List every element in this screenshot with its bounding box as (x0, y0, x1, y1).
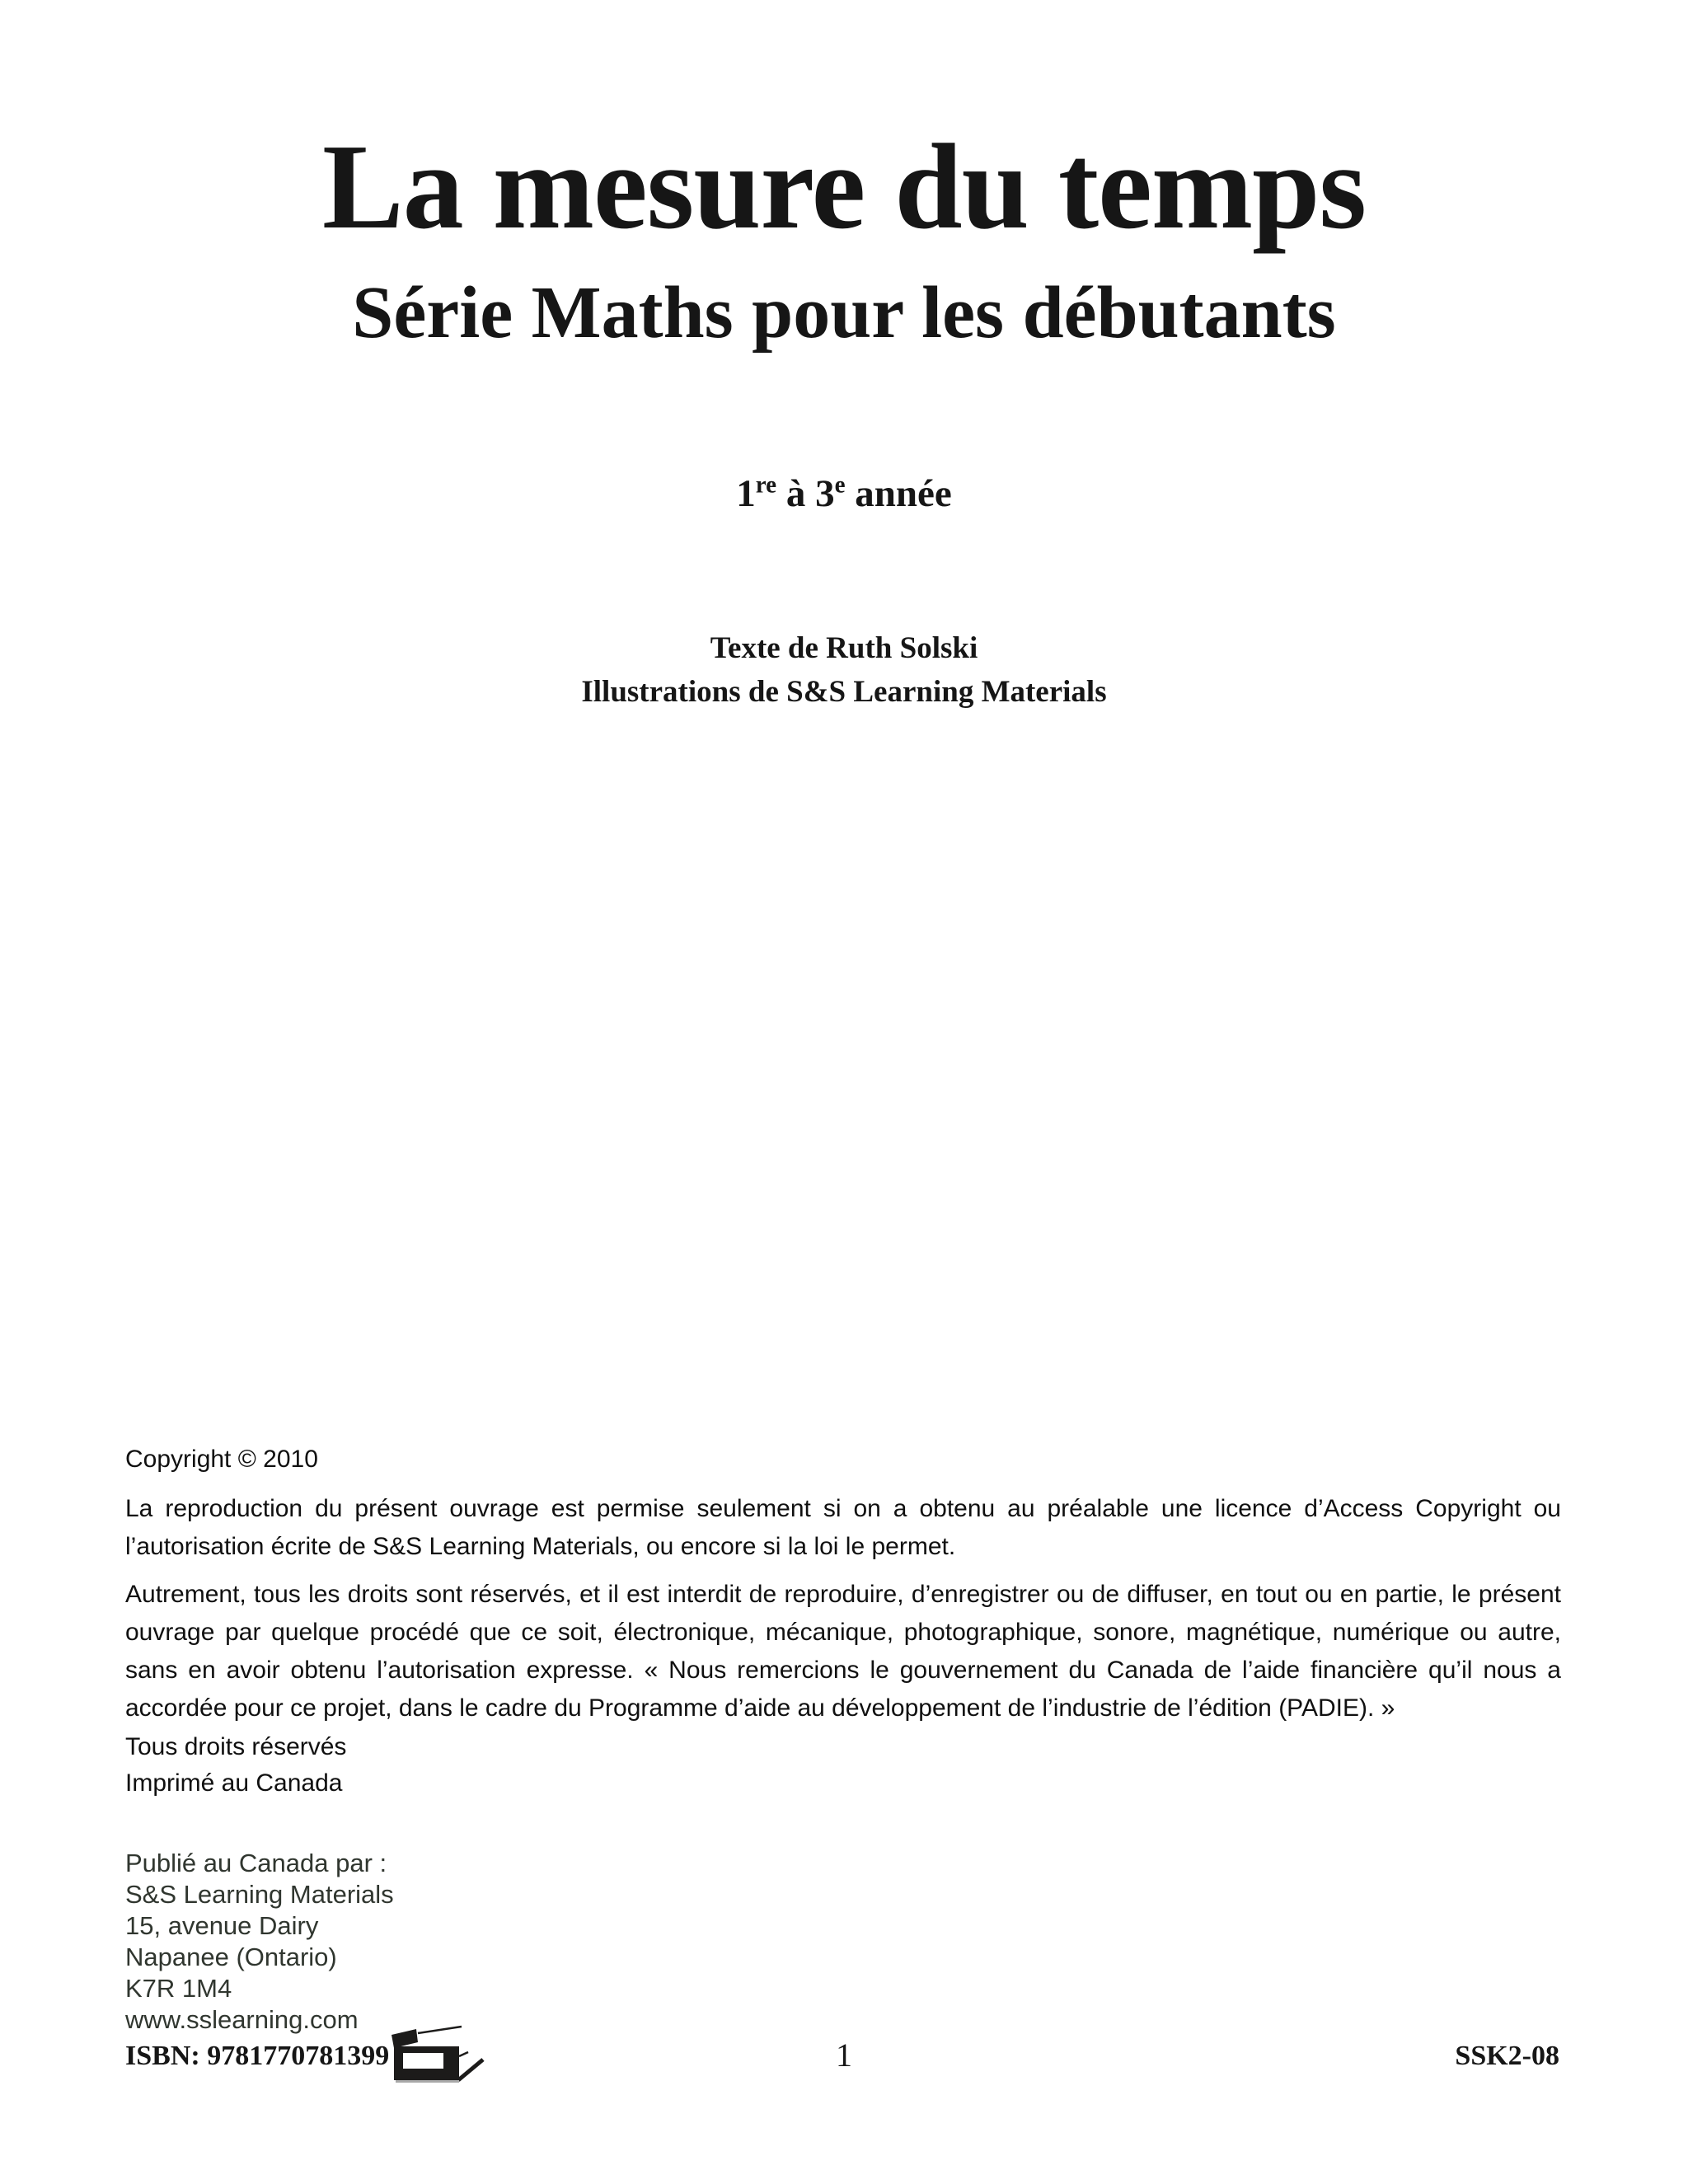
title-block (0, 120, 1688, 354)
publisher-name-line: S&S Learning Materials (125, 1880, 394, 1909)
series-subtitle: Série Maths pour les débutants (352, 272, 1336, 354)
rights-paragraph: Autrement, tous les droits sont réservés, et il est interdit de reproduire, d’enregistrer ou de diffuser, en tout ou en partie, le présent ouvrage par quelque procédé que ce soit, électronique, mécanique, photographique, sonore, magnétique, numérique ou autre, sans en avoir obtenu l’autorisation expresse. « Nous remercions le gouvernement du Canada de l’aide financière qu’il nous a accordée pour ce projet, dans le cadre du Programme d’aide au développement de l’industrie de l’édition (PADIE). » (125, 1581, 1561, 1722)
publisher-city-line: Napanee (Ontario) (125, 1943, 337, 1971)
grade-base2: à 3 (776, 472, 835, 515)
credits-block (0, 626, 1688, 714)
publisher-postal-line: K7R 1M4 (125, 1974, 232, 2003)
author-credit: Texte de Ruth Solski (710, 631, 978, 665)
isbn-label: ISBN: 9781770781399 (125, 2041, 390, 2071)
grade-range (0, 471, 1688, 516)
grade-sup1: re (755, 471, 777, 499)
grade-base1: 1 (736, 472, 756, 515)
rights-reserved-block (125, 1729, 1561, 1802)
copyright-year: Copyright © 2010 (125, 1446, 318, 1473)
book-title: La mesure du temps (321, 120, 1367, 255)
grade-base3: année (845, 472, 952, 515)
publisher-street-line: 15, avenue Dairy (125, 1911, 319, 1940)
product-code: SSK2-08 (1455, 2041, 1559, 2071)
illustrator-credit: Illustrations de S&S Learning Materials (581, 675, 1107, 709)
publisher-website-line: www.sslearning.com (125, 2005, 359, 2034)
page-number: 1 (836, 2036, 852, 2074)
license-paragraph: La reproduction du présent ouvrage est permise seulement si on a obtenu au préalable une licence d’Access Copyright ou l’autorisation écrite de S&S Learning Materials, ou encore si la loi le permet. (125, 1495, 1561, 1560)
publisher-block (125, 1848, 394, 2036)
publisher-intro-line: Publié au Canada par : (125, 1849, 387, 1877)
rights-reserved-line: Tous droits réservés (125, 1733, 347, 1760)
grade-sup2: e (834, 471, 846, 499)
printed-in-canada-line: Imprimé au Canada (125, 1769, 343, 1797)
